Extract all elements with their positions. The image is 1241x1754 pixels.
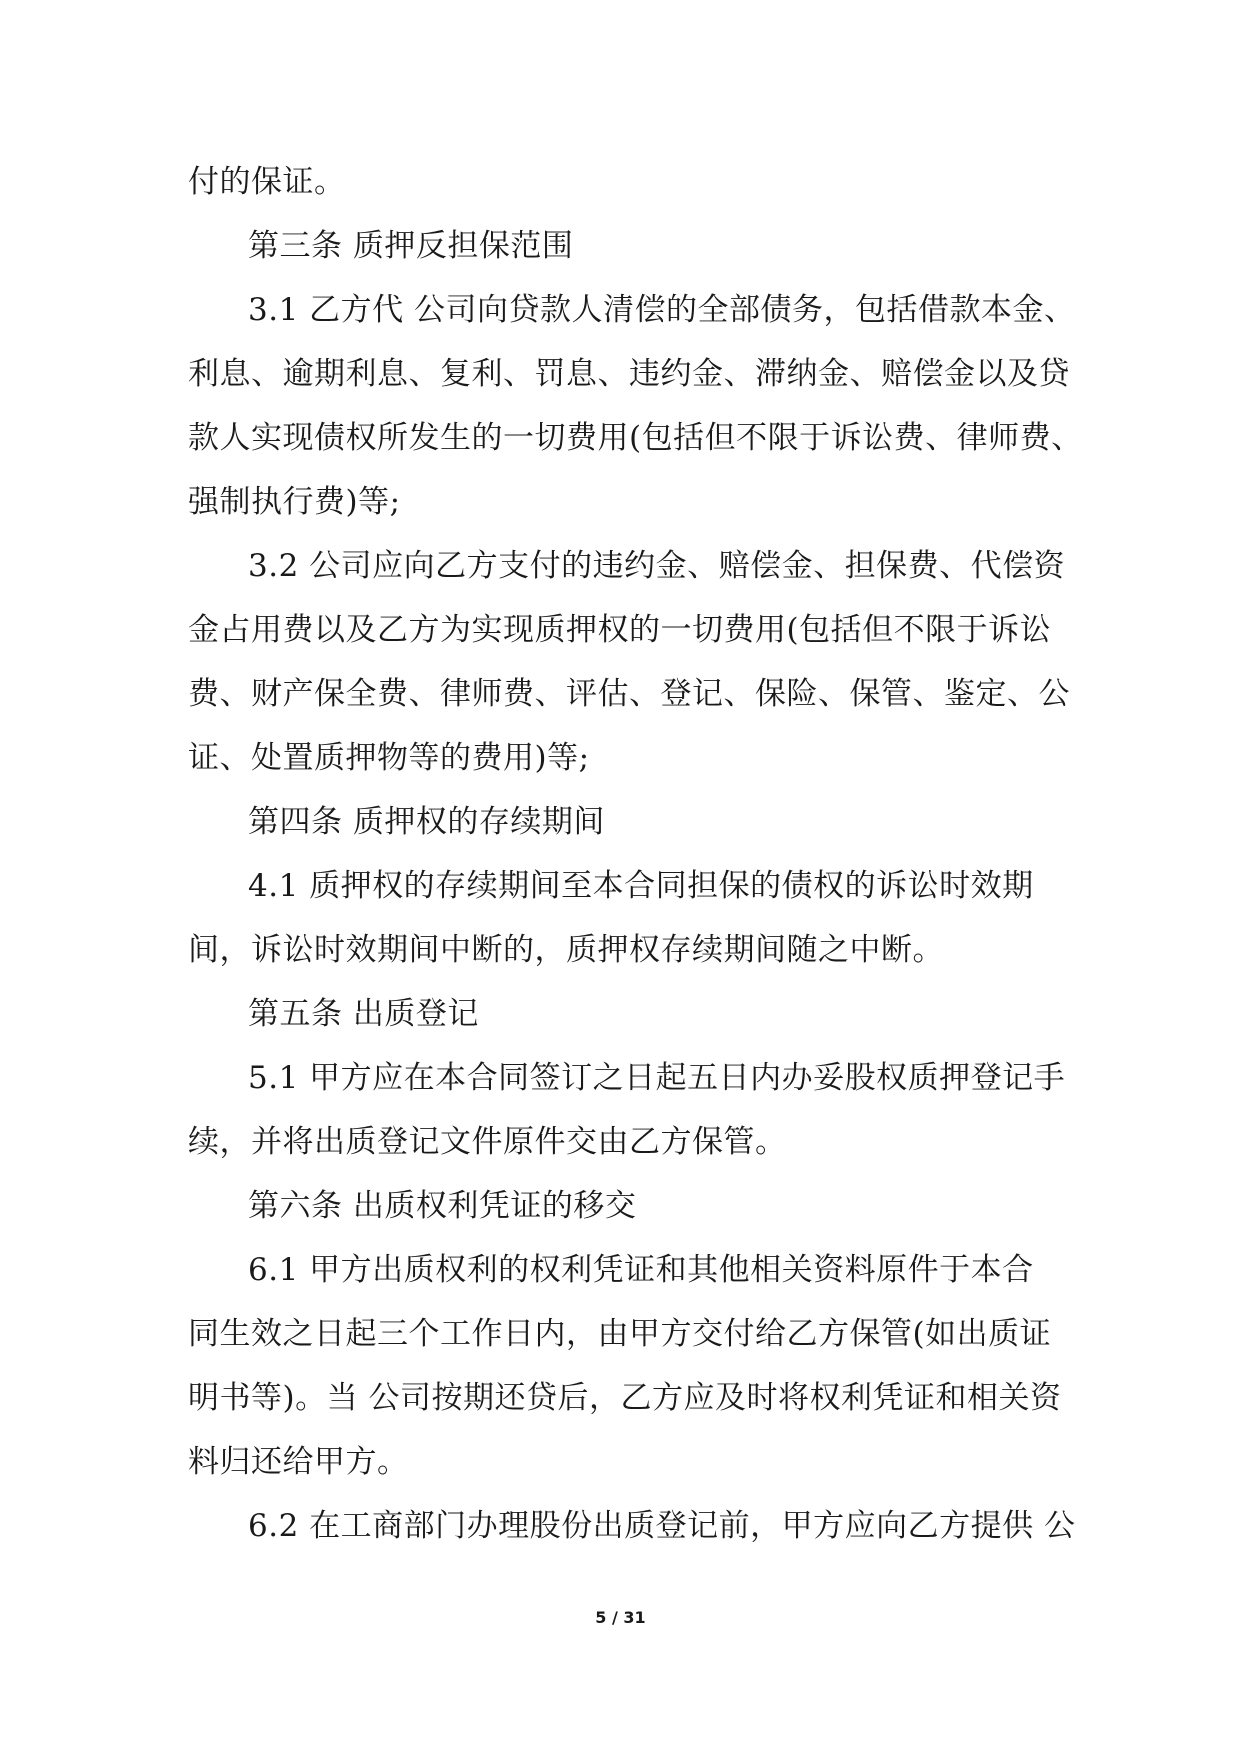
text-line: 5.1 甲方应在本合同签订之日起五日内办妥股权质押登记手	[248, 1060, 1066, 1096]
text-line: 利息、逾期利息、复利、罚息、违约金、滞纳金、赔偿金以及贷	[188, 356, 1070, 392]
text-line: 款人实现债权所发生的一切费用(包括但不限于诉讼费、律师费、	[188, 420, 1083, 456]
text-line: 费、财产保全费、律师费、评估、登记、保险、保管、鉴定、公	[188, 676, 1070, 712]
text-line: 6.1 甲方出质权利的权利凭证和其他相关资料原件于本合	[248, 1252, 1034, 1288]
text-line: 6.2 在工商部门办理股份出质登记前，甲方应向乙方提供 公	[248, 1508, 1076, 1544]
text-line: 金占用费以及乙方为实现质押权的一切费用(包括但不限于诉讼	[188, 612, 1052, 648]
article-heading: 第四条 质押权的存续期间	[248, 804, 605, 840]
text-line: 料归还给甲方。	[188, 1444, 409, 1480]
text-line: 强制执行费)等;	[188, 484, 401, 520]
text-line: 3.2 公司应向乙方支付的违约金、赔偿金、担保费、代偿资	[248, 548, 1066, 584]
text-line: 间，诉讼时效期间中断的，质押权存续期间随之中断。	[188, 932, 944, 968]
text-line: 续，并将出质登记文件原件交由乙方保管。	[188, 1124, 787, 1160]
article-heading: 第六条 出质权利凭证的移交	[248, 1188, 637, 1224]
text-line: 明书等)。当 公司按期还贷后，乙方应及时将权利凭证和相关资	[188, 1380, 1062, 1416]
text-line: 同生效之日起三个工作日内，由甲方交付给乙方保管(如出质证	[188, 1316, 1052, 1352]
text-line: 证、处置质押物等的费用)等;	[188, 740, 590, 776]
article-heading: 第五条 出质登记	[248, 996, 479, 1032]
text-line: 3.1 乙方代 公司向贷款人清偿的全部债务，包括借款本金、	[248, 292, 1076, 328]
text-line: 付的保证。	[188, 164, 346, 200]
article-heading: 第三条 质押反担保范围	[248, 228, 574, 264]
text-line: 4.1 质押权的存续期间至本合同担保的债权的诉讼时效期	[248, 868, 1034, 904]
page-number: 5 / 31	[595, 1608, 646, 1627]
